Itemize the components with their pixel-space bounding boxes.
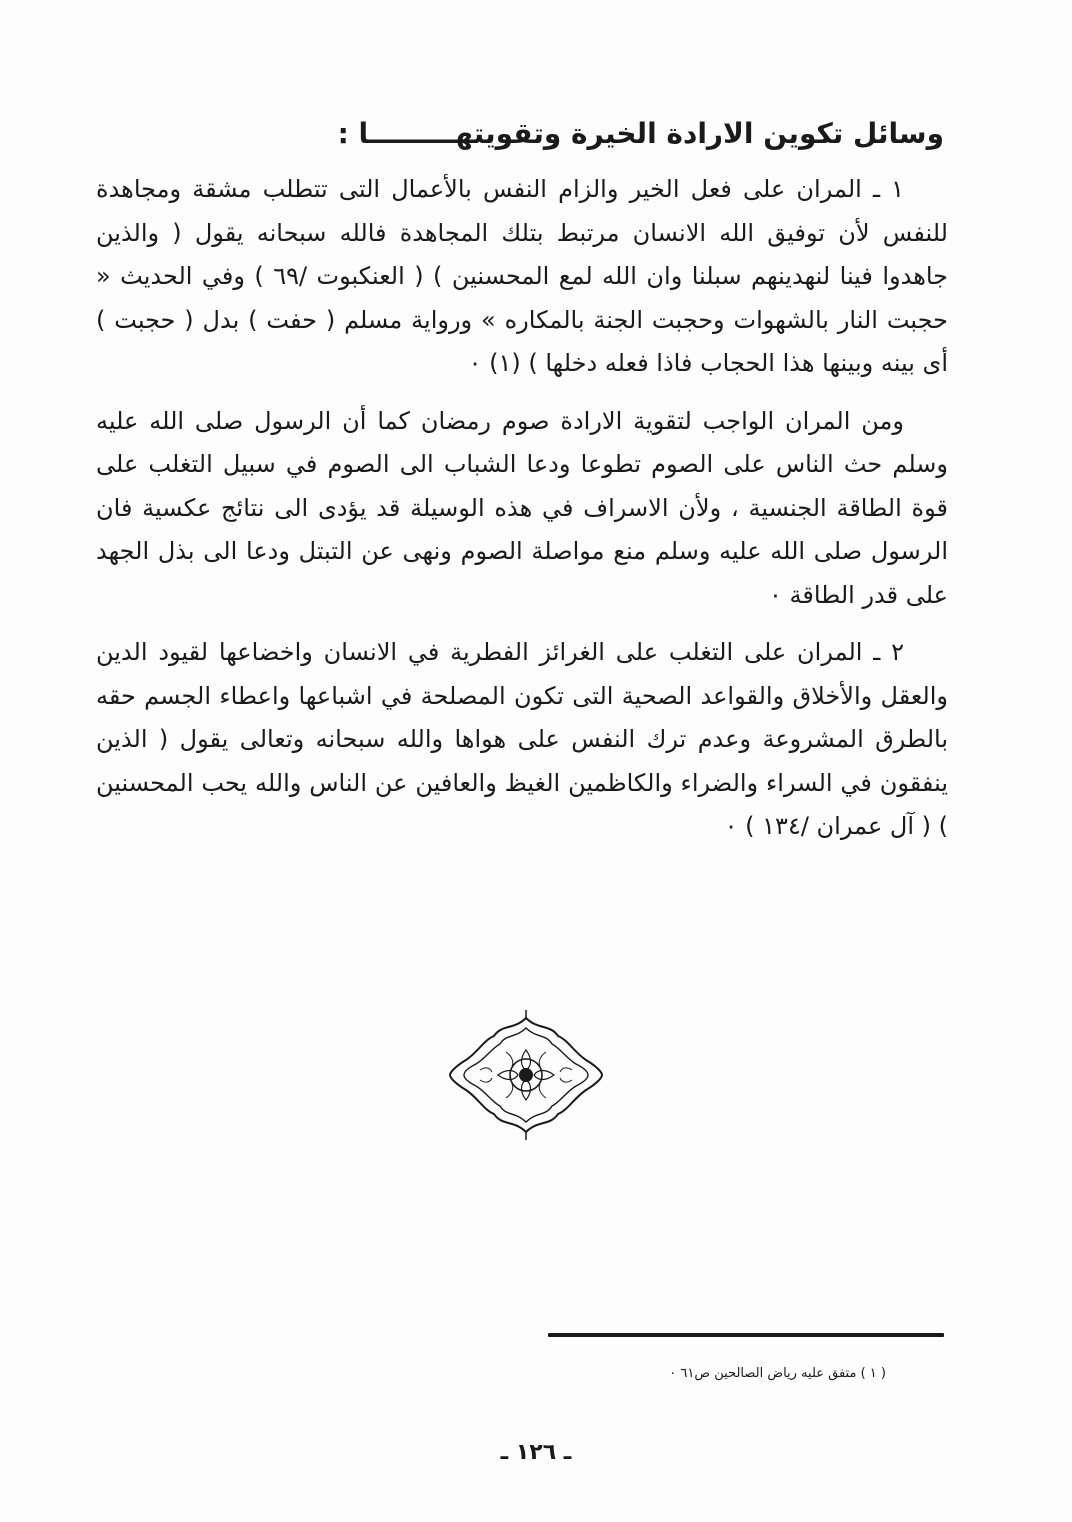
body-text	[96, 168, 948, 863]
page-number: ـ ١٢٦ ـ	[500, 1440, 572, 1465]
footnote-divider	[548, 1333, 944, 1337]
section-heading: وسائل تكوين الارادة الخيرة وتقويتهـــــــــا :	[337, 117, 944, 150]
paragraph-1: ١ ـ المران على فعل الخير والزام النفس بالأعمال التى تتطلب مشقة ومجاهدة للنفس لأن توفيق الله الانسان مرتبط بتلك المجاهدة فالله سبحانه يقول ( والذين جاهدوا فينا لنهدينهم سبلنا وان الله لمع المحسنين ) ( العنكبوت /٦٩ ) وفي الحديث « حجبت النار بالشهوات وحجبت الجنة بالمكاره » ورواية مسلم ( حفت ) بدل ( حجبت ) أى بينه وبينها هذا الحجاب فاذا فعله دخلها ) (١) ٠	[96, 175, 948, 377]
arabesque-ornament-icon	[446, 1010, 606, 1140]
footnote: ( ١ ) متفق عليه رياض الصالحين ص٦١ ٠	[669, 1366, 886, 1381]
paragraph-2: ومن المران الواجب لتقوية الارادة صوم رمضان كما أن الرسول صلى الله عليه وسلم حث الناس على الصوم تطوعا ودعا الشباب الى الصوم في سبيل التغلب على قوة الطاقة الجنسية ، ولأن الاسراف في هذه الوسيلة قد يؤدى الى نتائج عكسية فان الرسول صلى الله عليه وسلم منع مواصلة الصوم ونهى عن التبتل ودعا الى بذل الجهد على قدر الطاقة ٠	[96, 406, 948, 609]
paragraph-3: ٢ ـ المران على التغلب على الغرائز الفطرية في الانسان واخضاعها لقيود الدين والعقل والأخلاق والقواعد الصحية التى تكون المصلحة في اشباعها واعطاء الجسم حقه بالطرق المشروعة وعدم ترك النفس على هواها والله سبحانه وتعالى يقول ( الذين ينفقون في السراء والضراء والكاظمين الغيظ والعافين عن الناس والله يحب المحسنين ) ( آل عمران /١٣٤ ) ٠	[96, 638, 948, 840]
